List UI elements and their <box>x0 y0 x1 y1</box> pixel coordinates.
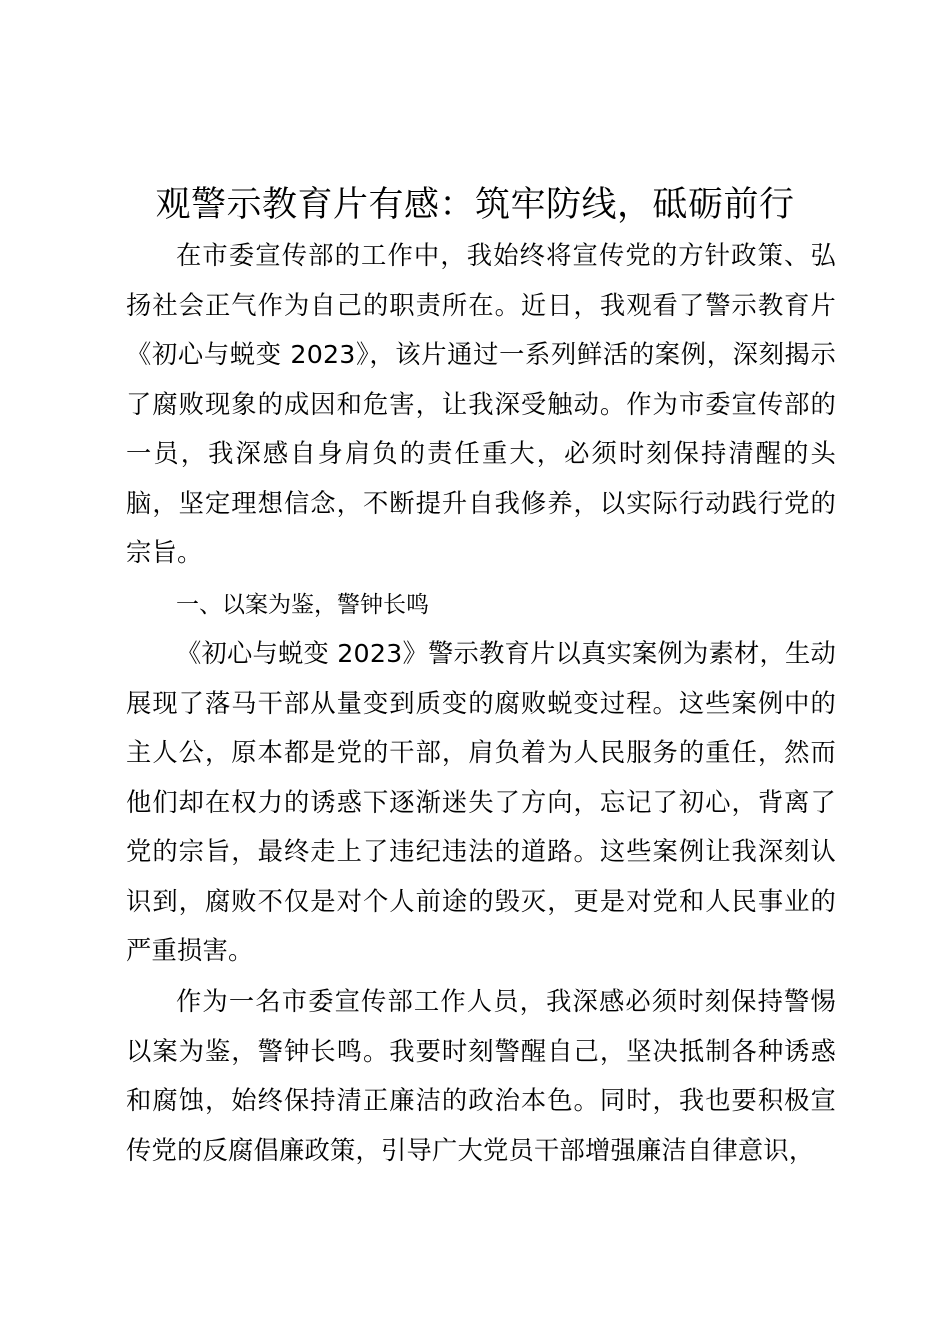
paragraph-reflection: 作为一名市委宣传部工作人员，我深感必须时刻保持警惕以案为鉴，警钟长鸣。我要时刻警醒自己，坚决抵制各种诱惑和腐蚀，始终保持清正廉洁的政治本色。同时，我也要积极宣传党的反腐倡廉政策，引导广大党员干部增强廉洁自律意识， <box>126 987 836 1165</box>
paragraph-intro: 在市委宣传部的工作中，我始终将宣传党的方针政策、弘扬社会正气作为自己的职责所在。近日，我观看了警示教育片《初心与蜕变 2023》，该片通过一系列鲜活的案例，深刻揭示了腐败现象的成因和危害，让我深受触动。作为市委宣传部的一员，我深感自身肩负的责任重大，必须时刻保持清醒的头脑，坚定理想信念，不断提升自我修养，以实际行动践行党的宗旨。 <box>126 241 836 567</box>
document-title: 观警示教育片有感：筑牢防线，砥砺前行 <box>155 185 795 225</box>
paragraph-case-review: 《初心与蜕变 2023》警示教育片以真实案例为素材，生动展现了落马干部从量变到质变的腐败蜕变过程。这些案例中的主人公，原本都是党的干部，肩负着为人民服务的重任，然而他们却在权力的诱惑下逐渐迷失了方向，忘记了初心，背离了党的宗旨，最终走上了违纪违法的道路。这些案例让我深刻认识到，腐败不仅是对个人前途的毁灭，更是对党和人民事业的严重损害。 <box>126 639 836 965</box>
section-heading: 一、以案为鉴，警钟长鸣 <box>176 592 429 618</box>
